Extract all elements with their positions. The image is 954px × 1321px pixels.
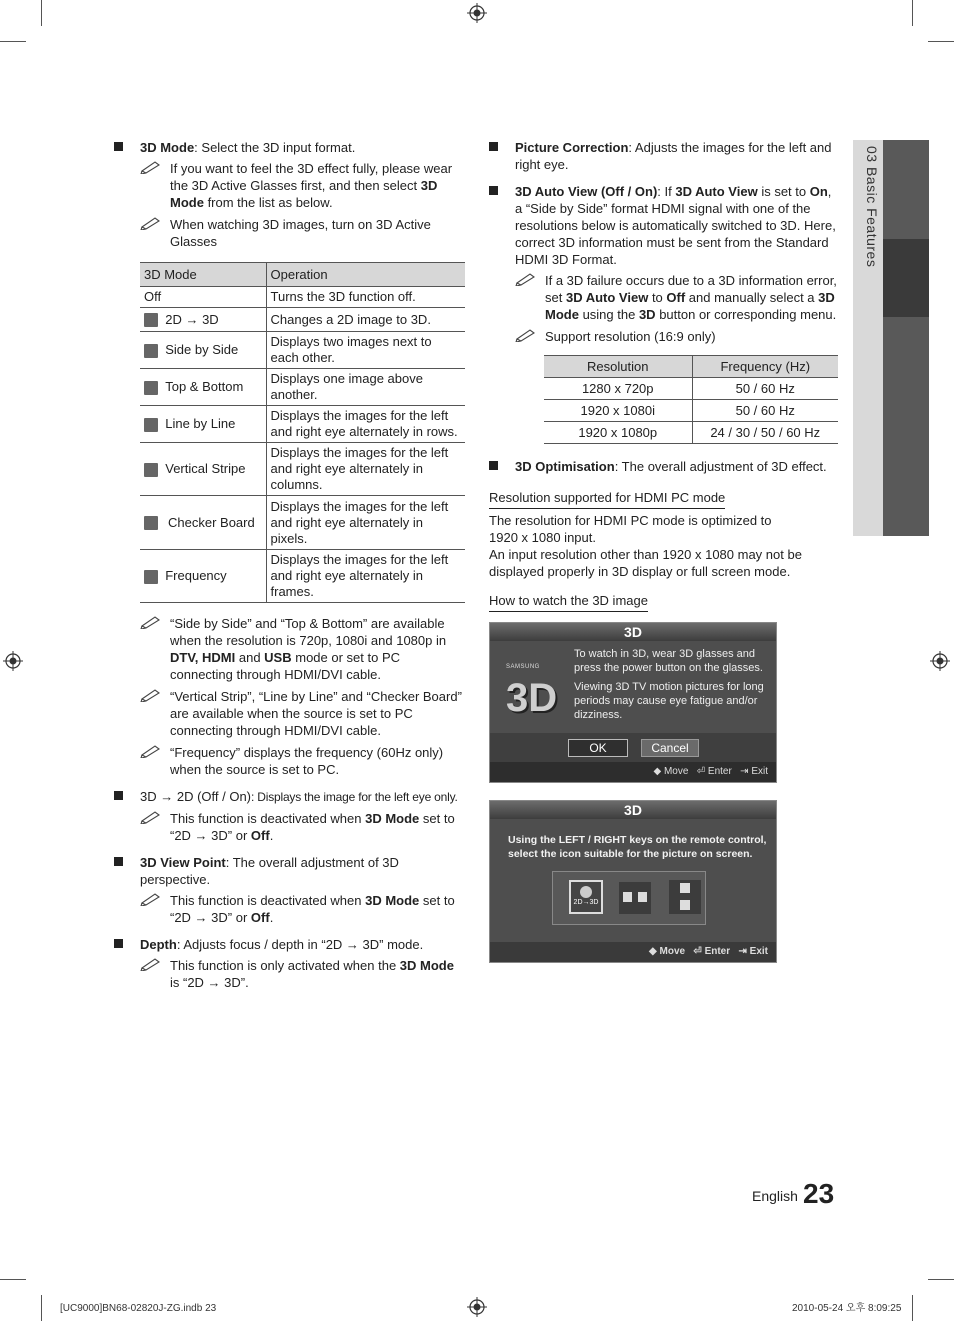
bullet-square-icon [489,142,498,151]
table-row [544,378,838,400]
note-text: . [269,828,274,843]
note [515,328,839,345]
osd-3d-mode-select-panel [489,800,777,963]
print-footer-date: 2010-05-24 오후 8:09:25 [792,1303,902,1314]
term: 3D Optimisation [515,459,615,474]
term: Picture Correction [515,140,629,155]
enter-icon: ⏎ [696,766,706,777]
note-term: 3D Mode [545,290,835,322]
note-pencil-icon [515,328,537,342]
mode-2d-3d-option[interactable] [569,880,603,914]
samsung-3d-logo [506,659,566,719]
move-icon: ◆ [649,946,657,957]
chapter-label: 03 Basic Features [864,146,880,268]
operation-cell: Displays two images next to each other. [266,332,465,369]
operation-cell: Displays the images for the left and right eye alternately in rows. [266,406,465,443]
desc: : If [657,184,676,199]
move-label: Move [663,766,689,777]
note [140,957,465,991]
bullet-square-icon [114,939,123,948]
exit-icon: ⇥ [740,766,749,777]
desc: : Adjusts focus / depth in “2D → 3D” mode. [176,937,424,952]
bullet-depth [114,936,465,953]
bullet-square-icon [114,791,123,800]
table-row [544,400,838,422]
person-icon [623,892,632,902]
note-text: When watching 3D images, turn on 3D Active Glasses [170,217,431,249]
crop-mark [0,1279,26,1280]
osd-3d-warning-panel [489,622,777,783]
osd-message [574,647,770,722]
paragraph: An input resolution other than 1920 x 1080 may not be displayed properly in 3D display or full screen mode. [489,547,802,579]
operation-cell: Displays one image above another. [266,369,465,406]
frequency-cell: 50 / 60 Hz [692,378,838,400]
note-term: 3D Mode [170,178,438,210]
desc: : The overall adjustment of 3D effect. [614,459,827,474]
note-text: is “2D → 3D”. [170,975,249,990]
table-row [140,406,465,443]
mode-cell: 2D → 3D [165,311,219,327]
note-term: Off [250,828,270,843]
registration-mark-icon [3,651,23,671]
note-text: to [648,290,667,305]
bullet-square-icon [489,186,498,195]
note-pencil-icon [515,272,537,286]
mode-cell: Side by Side [165,342,239,357]
bullet-3d-view-point [114,854,465,888]
note-term: 3D Auto View [565,290,649,305]
ok-button[interactable]: OK [568,739,628,757]
note-text: This function is deactivated when [170,893,366,908]
note-text: “Side by Side” and “Top & Bottom” are available when the resolution is 720p, 1080i and 1080p in [170,616,447,648]
table-row [140,308,465,332]
pc-mode-section [489,489,839,580]
desc: : Adjusts the images for the left and right eye. [515,140,832,172]
operation-cell: Displays the images for the left and right eye alternately in frames. [266,550,465,603]
mode-vertical-stripe-icon [144,463,158,477]
osd-footer [490,762,776,782]
crop-mark [0,41,26,42]
logo-3d: 3D [506,676,558,720]
note-text: using the [578,307,639,322]
osd-text: Viewing 3D TV motion pictures for long periods may cause eye fatigue and/or dizziness. [574,681,764,721]
note-text: . [269,910,274,925]
note-text: and manually select a [685,290,819,305]
mode-cell: Off [140,287,266,308]
side-tab-band [883,140,929,536]
note-pencil-icon [140,892,162,906]
osd-text: To watch in 3D, wear 3D glasses and press the power button on the glasses. [574,648,763,674]
note-pencil-icon [140,810,162,824]
note [140,892,465,926]
osd-title: 3D [490,801,776,819]
bullet-picture-correction [489,139,839,173]
note [140,615,465,683]
crop-mark [928,41,954,42]
bullet-square-icon [489,461,498,470]
print-footer-file: [UC9000]BN68-02820J-ZG.indb 23 [60,1303,217,1314]
osd-title: 3D [490,623,776,641]
mode-side-by-side-icon [144,344,158,358]
note-text: set to “2D → 3D” or [170,893,455,925]
resolution-cell: 1280 x 720p [544,378,692,400]
bullet-square-icon [114,857,123,866]
table-row [140,443,465,496]
desc: : Select the 3D input format. [194,140,356,155]
frequency-cell: 50 / 60 Hz [692,400,838,422]
bullet-3d-mode [114,139,465,156]
crop-mark [912,1295,913,1321]
crop-mark [912,0,913,26]
resolution-table [544,355,838,444]
operation-cell: Turns the 3D function off. [266,287,465,308]
table-header: Operation [266,263,465,287]
note-text: mode or set to PC connecting through HDMI/DVI cable. [170,650,401,682]
note [140,160,465,211]
note-term: DTV, HDMI [170,650,236,665]
note-text: from the list as below. [203,195,333,210]
mode-checker-board-icon [144,516,158,530]
registration-mark-icon [467,3,487,23]
mode-icon-strip [552,871,706,925]
note-text: set to “2D → 3D” or [170,811,455,843]
note-text: This function is only activated when the [170,958,400,973]
operation-cell: Changes a 2D image to 3D. [266,308,465,332]
resolution-cell: 1920 x 1080p [544,422,692,444]
term: On [809,184,828,199]
cancel-button[interactable]: Cancel [641,739,699,757]
move-icon: ◆ [653,766,662,777]
mode-frequency-icon [144,570,158,584]
desc: : The overall adjustment of 3D perspective. [140,855,399,887]
desc: , a “Side by Side” format HDMI signal with one of the resolutions below is automatically switched to 3D. Here, correct 3D information must be sent from the Standard HDMI 3D Format. [515,184,836,267]
note-text: button or corresponding menu. [655,307,837,322]
note-pencil-icon [140,957,162,971]
chapter-side-tab [853,140,929,536]
mode-cell: Top & Bottom [165,379,244,394]
note-term: Off [666,290,686,305]
term: 3D Mode [140,140,195,155]
frequency-cell: 24 / 30 / 50 / 60 Hz [692,422,838,444]
osd-footer [490,942,776,962]
term: 3D View Point [140,855,226,870]
note [515,272,839,323]
enter-label: Enter [704,946,731,957]
section-heading: Resolution supported for HDMI PC mode [489,489,725,509]
note-pencil-icon [140,744,162,758]
desc: : Displays the image for the left eye only. [251,790,458,804]
mode-line-by-line-icon [144,418,158,432]
term: 3D Auto View [675,184,758,199]
note-term: 3D Mode [365,893,420,908]
table-row [140,287,465,308]
registration-mark-icon [930,651,950,671]
note-pencil-icon [140,216,162,230]
bullet-3d-auto-view [489,183,839,268]
note [140,744,465,778]
operation-cell: Displays the images for the left and right eye alternately in columns. [266,443,465,496]
note [140,810,465,844]
person-icon [680,883,690,893]
crop-mark [41,1295,42,1321]
logo-brand: SAMSUNG [506,664,540,670]
side-tab-marker [883,239,929,317]
mode-cell: Vertical Stripe [165,461,246,476]
note-pencil-icon [140,688,162,702]
enter-label: Enter [707,766,732,777]
note-pencil-icon [140,160,162,174]
note-term: Off [250,910,270,925]
note-term: USB [264,650,292,665]
mode-2d-3d-icon [144,313,158,327]
note-text: This function is deactivated when [170,811,366,826]
mode-cell: Checker Board [168,514,255,530]
person-icon [680,900,690,910]
bullet-square-icon [114,142,123,151]
resolution-cell: 1920 x 1080i [544,400,692,422]
table-row [140,332,465,369]
table-header: Resolution [544,356,692,378]
note [140,688,465,739]
mode-side-by-side-option[interactable] [619,882,651,914]
mode-top-bottom-icon [144,381,158,395]
mode-cell: Frequency [165,568,227,583]
note-text: “Frequency” displays the frequency (60Hz only) when the source is set to PC. [170,745,444,777]
3d-mode-table [140,262,465,603]
crop-mark [928,1279,954,1280]
operation-cell: Displays the images for the left and right eye alternately in pixels. [266,496,465,550]
section-heading: How to watch the 3D image [489,592,648,612]
note [140,216,465,250]
table-row [140,496,465,550]
mode-cell: Line by Line [165,416,236,431]
osd-text: Using the LEFT / RIGHT keys on the remote control, select the icon suitable for the picture on screen. [508,834,767,860]
note-text: If you want to feel the 3D effect fully, please wear the 3D Active Glasses first, and then select [170,161,453,193]
registration-mark-icon [467,1297,487,1317]
person-icon [580,886,592,898]
enter-icon: ⏎ [693,946,702,957]
term: 3D Auto View (Off / On) [515,184,658,199]
table-row [140,369,465,406]
exit-icon: ⇥ [738,946,747,957]
note-text: “Vertical Strip”, “Line by Line” and “Checker Board” are available when the source is set to PC connecting through HDMI/DVI cable. [170,689,462,738]
mode-top-bottom-option[interactable] [669,880,701,914]
paragraph: The resolution for HDMI PC mode is optimized to 1920 x 1080 input. [489,513,772,545]
term: 3D → 2D (Off / On) [140,789,252,804]
move-label: Move [659,946,686,957]
desc: is set to [757,184,810,199]
note-text: If a 3D failure occurs due to a 3D information error, set [545,273,837,305]
term: Depth [140,937,177,952]
page-number: 23 [803,1178,835,1209]
icon-label: 2D→3D [573,899,599,906]
left-column [114,139,465,996]
page-language: English [752,1188,798,1204]
note-term: 3D Mode [365,811,420,826]
crop-mark [41,0,42,26]
note-term: 3D Mode [399,958,454,973]
table-row [544,422,838,444]
exit-label: Exit [751,766,768,777]
note-term: 3D [638,307,656,322]
table-header: 3D Mode [140,263,266,287]
osd-button-bar [490,733,777,763]
right-column [489,139,839,612]
exit-label: Exit [749,946,768,957]
bullet-3d-to-2d [114,788,465,806]
table-header: Frequency (Hz) [692,356,838,378]
person-icon [638,892,647,902]
note-text: and [235,650,265,665]
note-pencil-icon [140,615,162,629]
note-text: Support resolution (16:9 only) [545,329,716,344]
bullet-3d-optimisation [489,458,839,475]
table-row [140,550,465,603]
